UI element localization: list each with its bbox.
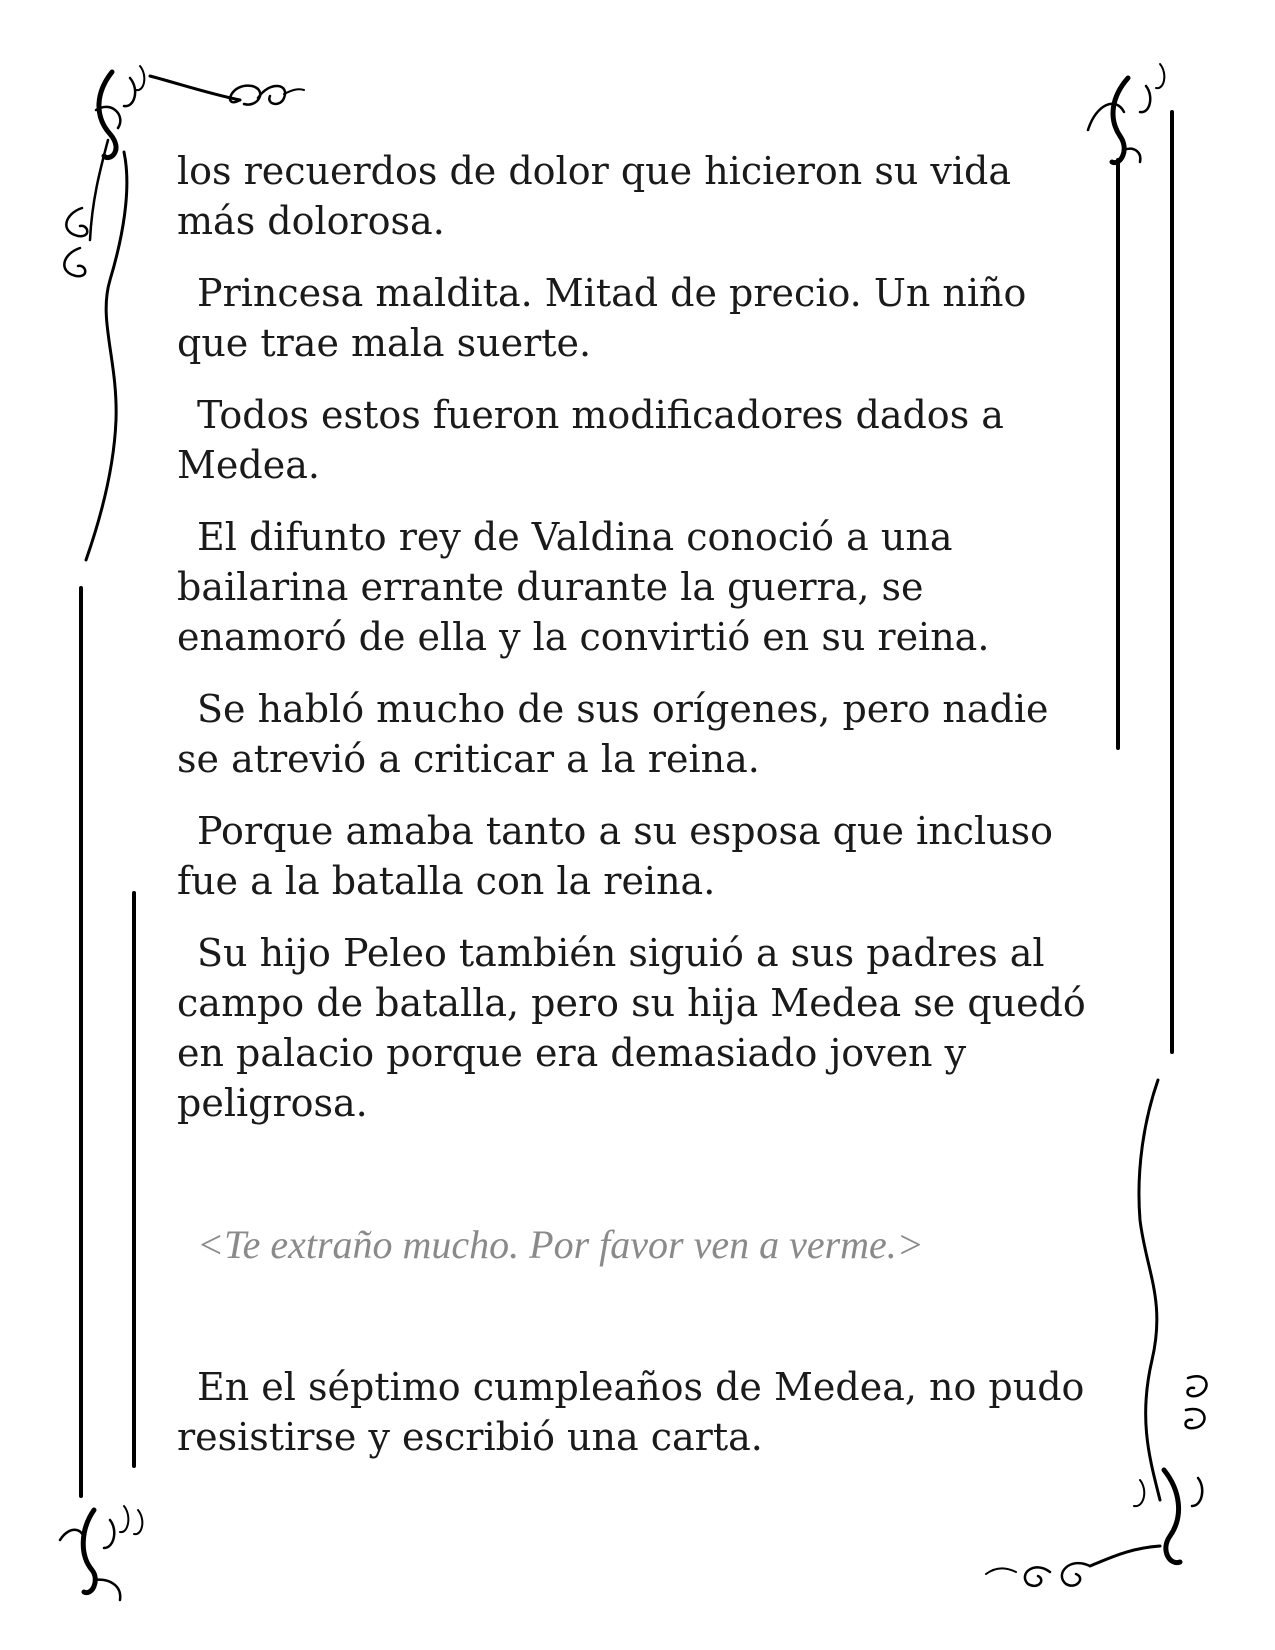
letter-message: <Te extraño mucho. Por favor ven a verme.> bbox=[197, 1222, 924, 1267]
right-wavy-line bbox=[1139, 1080, 1160, 1500]
paragraph-3: Todos estos fueron modificadores dados a Medea. bbox=[177, 393, 1004, 487]
paragraph-4: El difunto rey de Valdina conoció a una bailarina errante durante la guerra, se enamoró de ella y la convirtió en su reina. bbox=[177, 515, 990, 659]
top-right-flourish-icon bbox=[1088, 64, 1164, 163]
paragraph-6: Porque amaba tanto a su esposa que incluso fue a la batalla con la reina. bbox=[177, 809, 1053, 903]
paragraph-1: los recuerdos de dolor que hicieron su vida más dolorosa. bbox=[177, 149, 1011, 243]
paragraph-7: Su hijo Peleo también siguió a sus padres al campo de batalla, pero su hija Medea se quedó en palacio porque era demasiado joven y peligrosa. bbox=[177, 931, 1086, 1125]
closing-paragraph: En el séptimo cumpleaños de Medea, no pudo resistirse y escribió una carta. bbox=[177, 1365, 1085, 1459]
paragraph-5: Se habló mucho de sus orígenes, pero nadie se atrevió a criticar a la reina. bbox=[177, 687, 1049, 781]
page-text bbox=[177, 146, 1097, 1484]
bottom-left-flourish-icon bbox=[60, 1506, 142, 1600]
paragraph-2: Princesa maldita. Mitad de precio. Un niño que trae mala suerte. bbox=[177, 271, 1027, 365]
